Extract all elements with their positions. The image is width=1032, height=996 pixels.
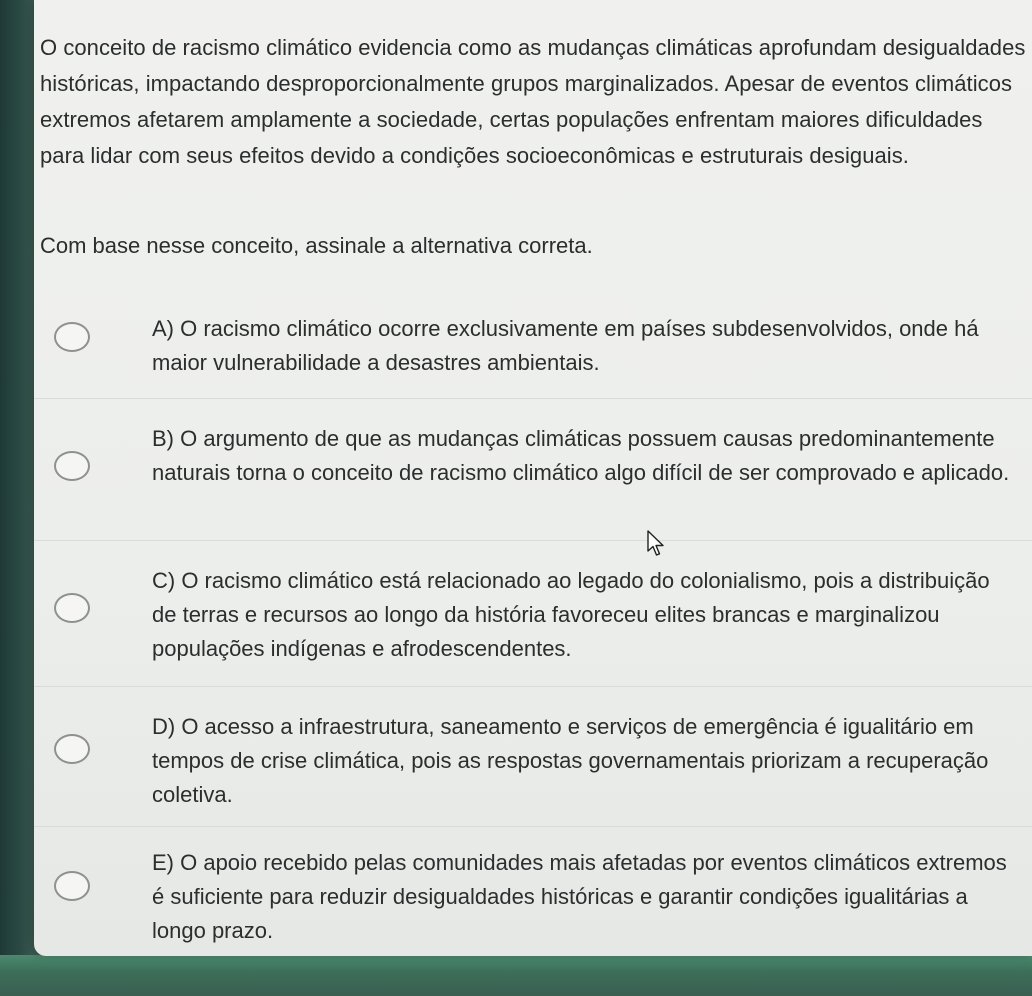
option-c-label: C) O racismo climático está relacionado ao legado do colonialismo, pois a distribuição de terras e recursos ao longo da história favoreceu elites brancas e marginalizou populações indígenas e afrodescendentes. [152, 568, 990, 661]
option-divider [34, 398, 1032, 399]
option-c[interactable] [34, 562, 1032, 684]
radio-button-a[interactable] [54, 322, 90, 352]
mouse-pointer-icon [646, 530, 668, 558]
radio-button-d[interactable] [54, 734, 90, 764]
option-b-label: B) O argumento de que as mudanças climáticas possuem causas predominantemente naturais torna o conceito de racismo climático algo difícil de ser comprovado e aplicado. [152, 426, 1010, 485]
option-a-label: A) O racismo climático ocorre exclusivamente em países subdesenvolvidos, onde há maior vulnerabilidade a desastres ambientais. [152, 316, 979, 375]
option-divider [34, 826, 1032, 827]
option-b[interactable] [34, 420, 1032, 538]
question-prompt: Com base nesse conceito, assinale a alternativa correta. [40, 233, 593, 258]
option-a[interactable] [34, 308, 1032, 398]
option-d-label: D) O acesso a infraestrutura, saneamento e serviços de emergência é igualitário em tempos de crise climática, pois as respostas governamentais priorizam a recuperação coletiva. [152, 714, 989, 807]
radio-button-b[interactable] [54, 451, 90, 481]
option-e[interactable] [34, 844, 1032, 944]
radio-button-c[interactable] [54, 593, 90, 623]
option-divider [34, 540, 1032, 541]
question-card [34, 0, 1032, 956]
option-divider [34, 686, 1032, 687]
option-e-label: E) O apoio recebido pelas comunidades mais afetadas por eventos climáticos extremos é suficiente para reduzir desigualdades históricas e garantir condições igualitárias a longo prazo. [152, 850, 1007, 943]
option-d[interactable] [34, 708, 1032, 822]
background-bottom-strip [0, 955, 1032, 996]
question-intro: O conceito de racismo climático evidencia como as mudanças climáticas aprofundam desigualdades históricas, impactando desproporcionalmente grupos marginalizados. Apesar de eventos climáticos extremos afetarem amplamente a sociedade, certas populações enfrentam maiores dificuldades para lidar com seus efeitos devido a condições socioeconômicas e estruturais desiguais. [40, 35, 1026, 168]
radio-button-e[interactable] [54, 871, 90, 901]
